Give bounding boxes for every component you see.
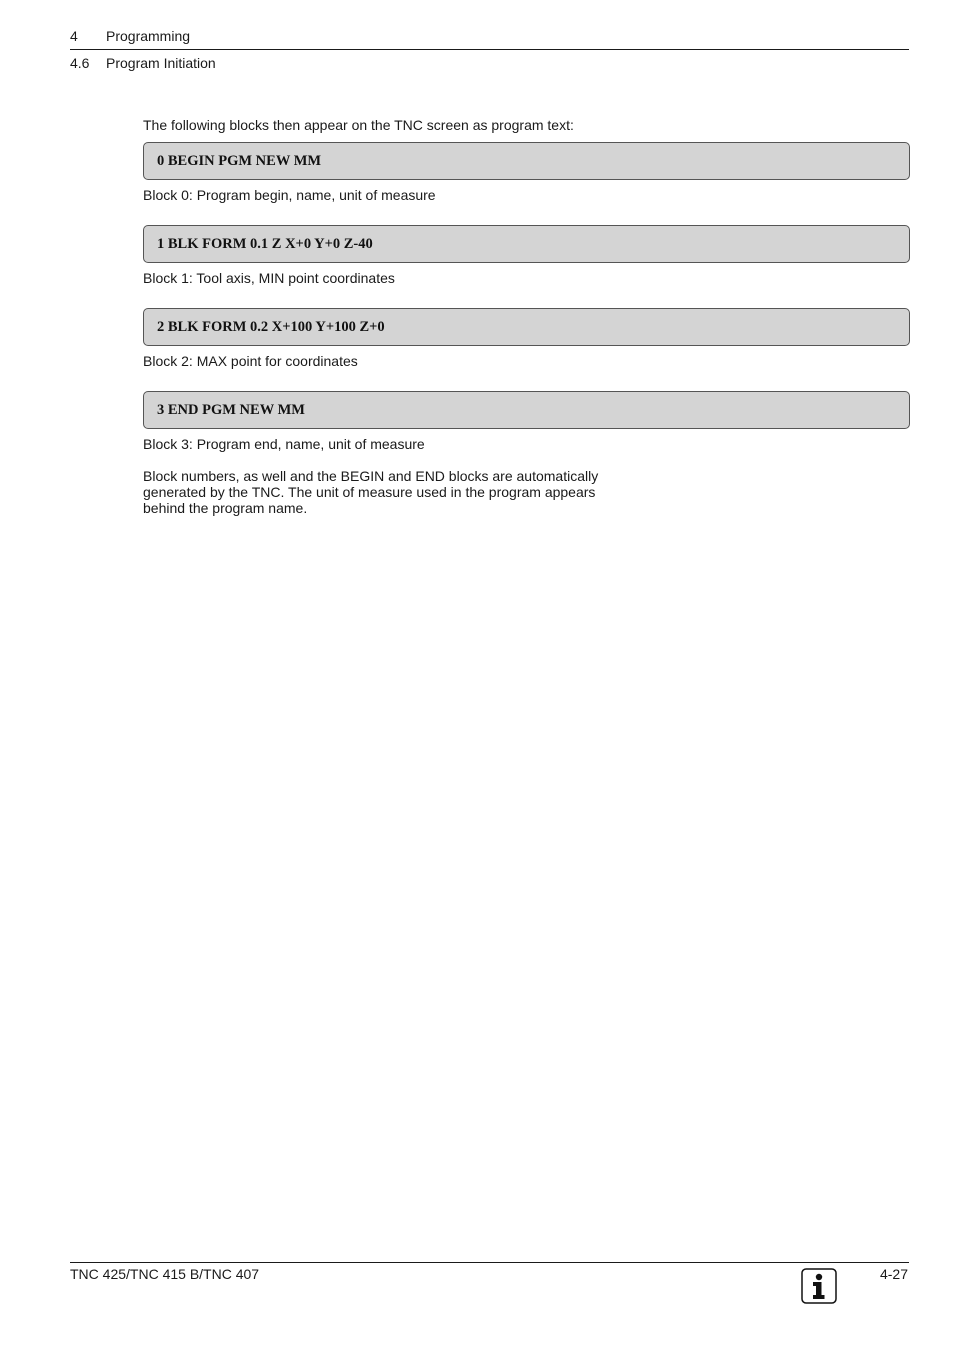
program-block-0: 0 BEGIN PGM NEW MM (143, 142, 910, 180)
info-icon (801, 1268, 837, 1304)
manual-title: TNC 425/TNC 415 B/TNC 407 (70, 1266, 260, 1282)
block-caption: Block 1: Tool axis, MIN point coordinates (143, 270, 395, 286)
header-divider (70, 49, 909, 50)
program-block-1: 1 BLK FORM 0.1 Z X+0 Y+0 Z-40 (143, 225, 910, 263)
chapter-heading (70, 28, 190, 44)
page-number: 4-27 (879, 1266, 908, 1282)
block-caption: Block 2: MAX point for coordinates (143, 353, 358, 369)
block-caption: Block 3: Program end, name, unit of measure (143, 436, 425, 452)
block-caption: Block 0: Program begin, name, unit of measure (143, 187, 436, 203)
footer-divider (70, 1262, 909, 1263)
chapter-title: Programming (106, 28, 191, 44)
main-content (143, 117, 910, 516)
program-block-3: 3 END PGM NEW MM (143, 391, 910, 429)
section-heading (70, 55, 216, 71)
program-block-2: 2 BLK FORM 0.2 X+100 Y+100 Z+0 (143, 308, 910, 346)
intro-text: The following blocks then appear on the TNC screen as program text: (143, 117, 574, 133)
chapter-number: 4 (70, 28, 78, 44)
section-number: 4.6 (70, 55, 90, 71)
section-title: Program Initiation (106, 55, 216, 71)
closing-paragraph: Block numbers, as well and the BEGIN and END blocks are automatically generated by the TNC. The unit of measure used in the program appears behind the program name. (143, 468, 599, 516)
